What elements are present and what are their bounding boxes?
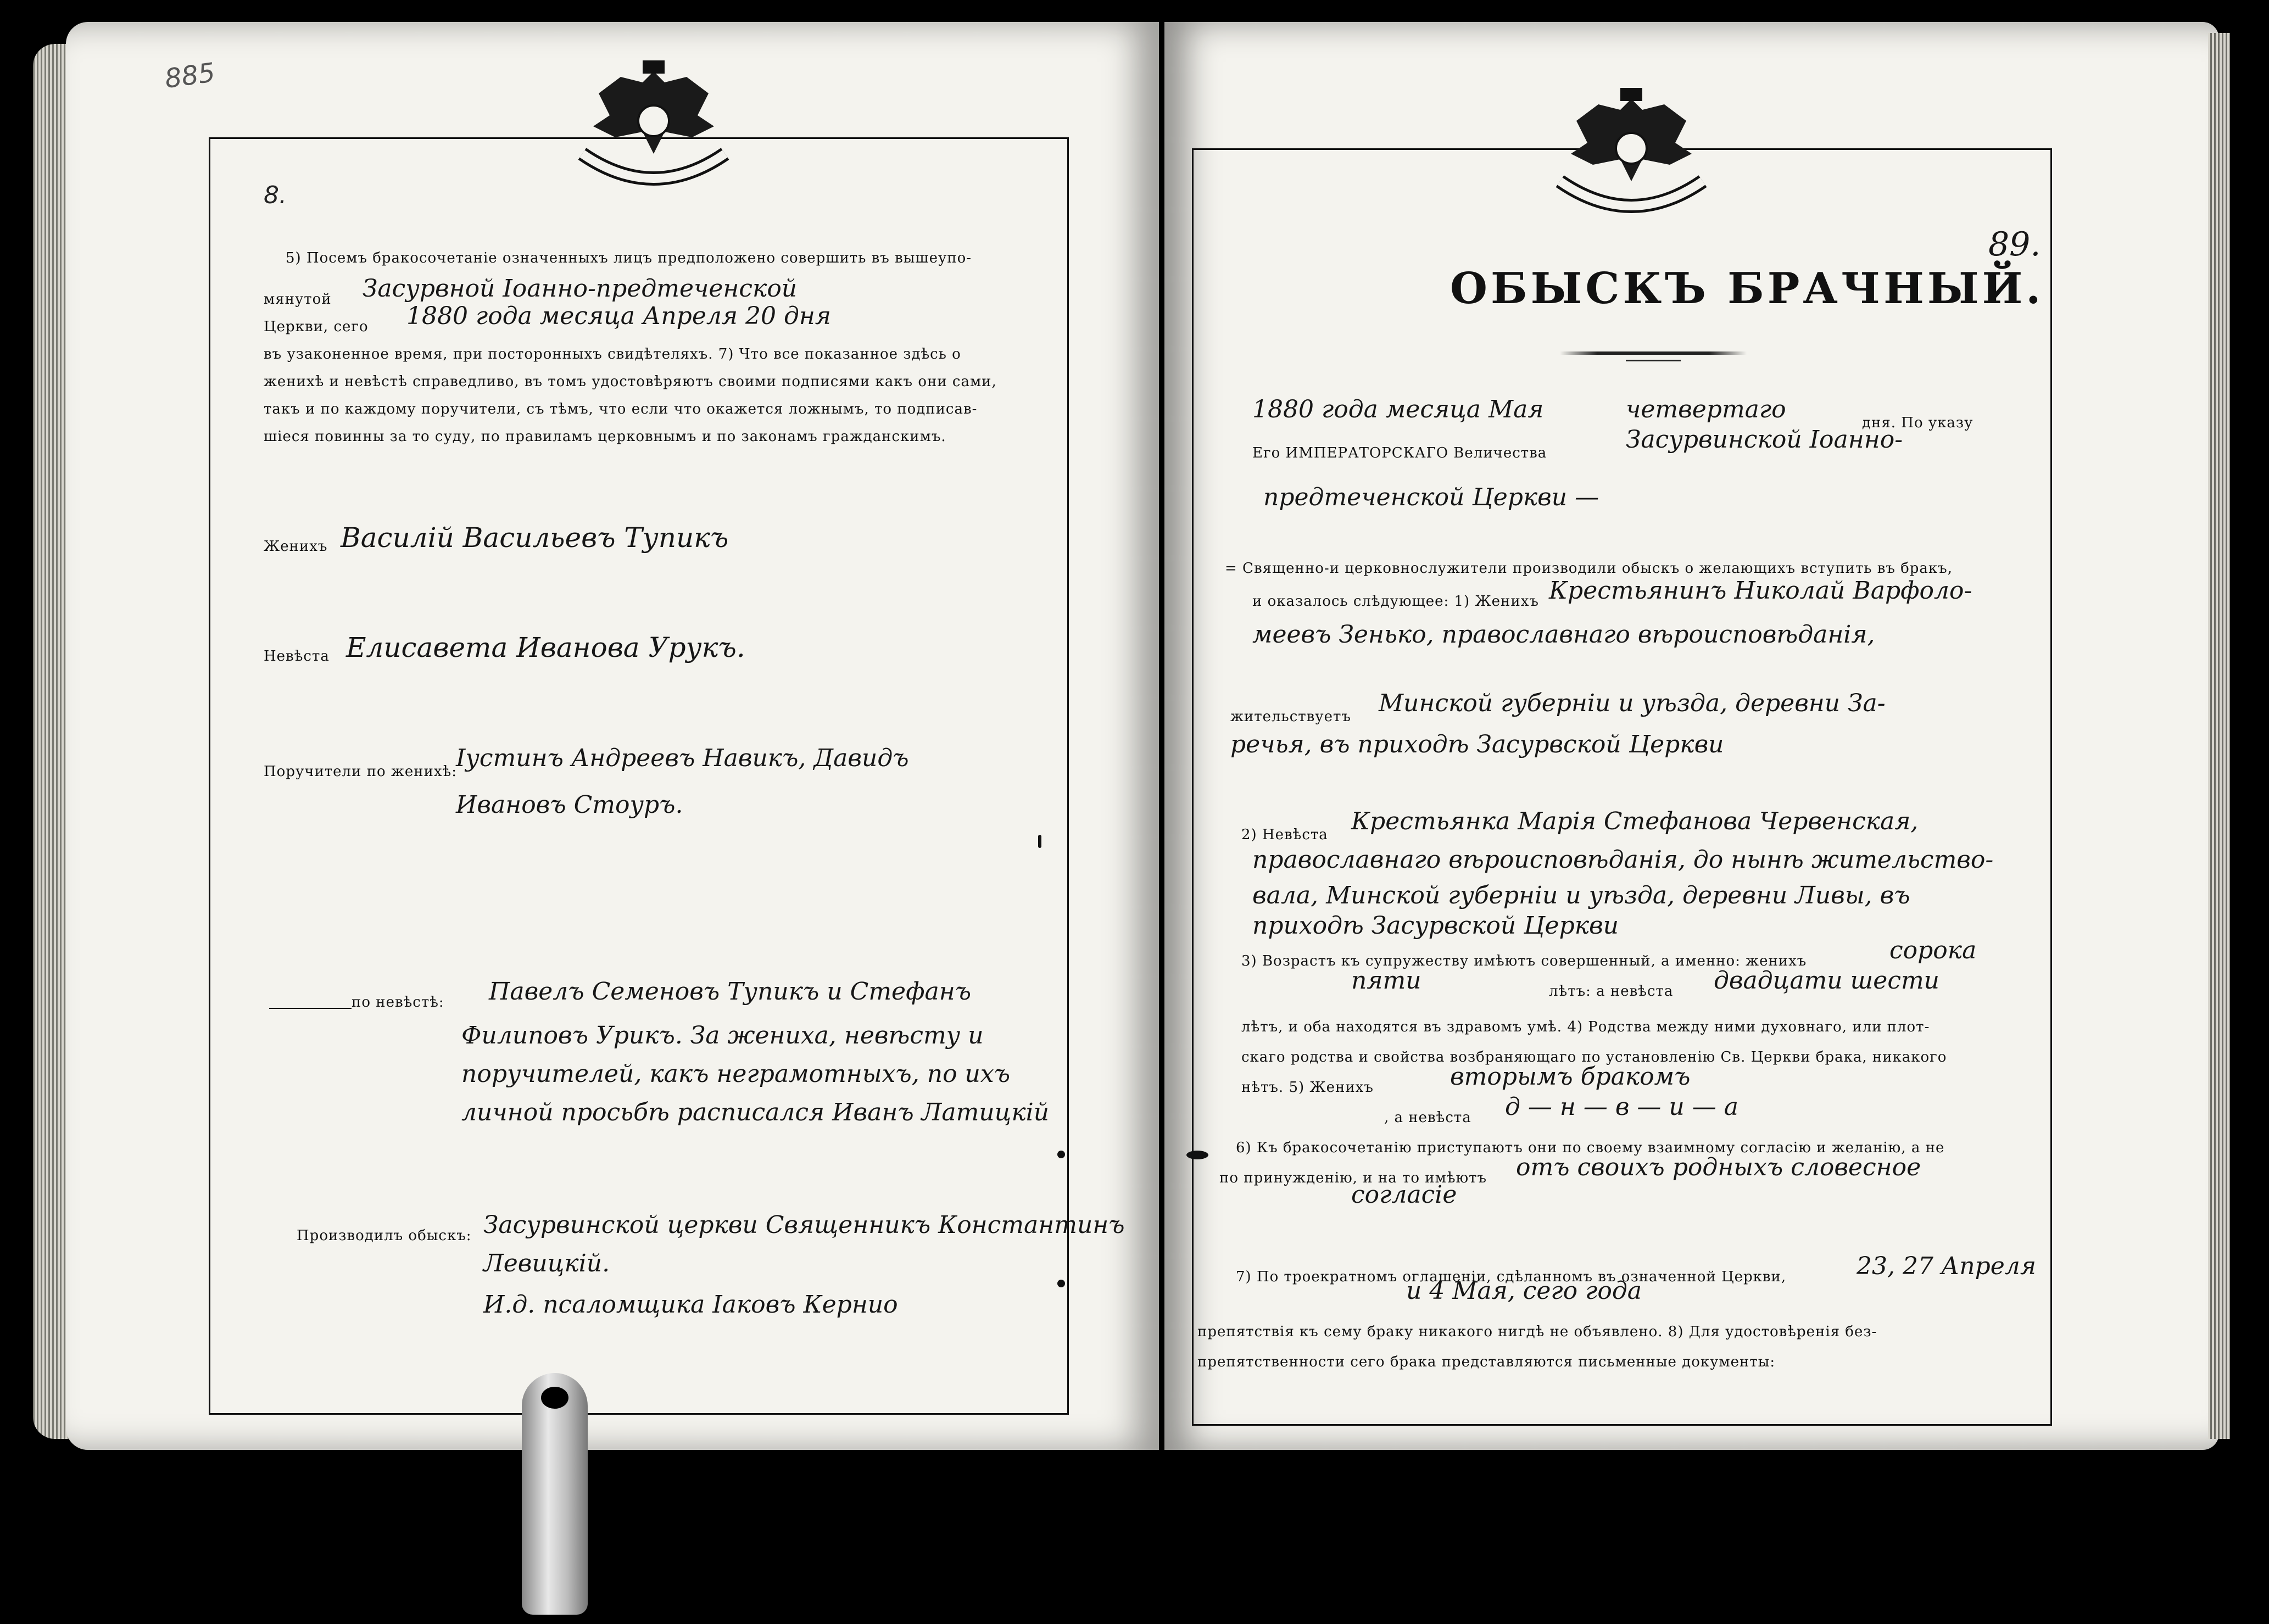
left-line6: такъ и по каждому поручители, съ тѣмъ, что если что окажется ложнымъ, то подписав- — [264, 401, 978, 417]
sureties-bride-handwritten-3: поручителей, какъ неграмотныхъ, по ихъ — [461, 1060, 1011, 1088]
r-age-groom-handwritten-2: пяти — [1351, 967, 1421, 995]
r-banns-dates-handwritten: 23, 27 Апреля — [1857, 1252, 2036, 1280]
r-date-handwritten: 1880 года месяца Мая — [1252, 395, 1544, 423]
r-bride-handwritten-4: приходѣ Засурвской Церкви — [1252, 912, 1619, 940]
r-residence-handwritten-2: речья, въ приходѣ Засурвской Церкви — [1230, 730, 1724, 758]
r-church-handwritten: Засурвинской Іоанно- — [1626, 426, 1903, 454]
left-line4: въ узаконенное время, при посторонныхъ свидѣтеляхъ. 7) Что все показанное здѣсь о — [264, 346, 961, 362]
left-clause5-line3-print: Церкви, сего — [264, 319, 369, 335]
r-marriage-bride-handwritten: д — н — в — и — а — [1505, 1093, 1738, 1121]
r-marriage-bride-label: , а невѣста — [1384, 1109, 1471, 1126]
r-kinship-line1: лѣтъ, и оба находятся въ здравомъ умѣ. 4) Родства между ними духовнаго, или плот- — [1241, 1019, 1930, 1035]
sureties-groom-label: Поручители по женихѣ: — [264, 763, 457, 780]
sewing-hole — [1057, 1280, 1065, 1287]
r-banns-dates-handwritten-2: и 4 Мая, сего года — [1406, 1277, 1642, 1305]
r-age-groom-handwritten: сорока — [1889, 936, 1977, 964]
conducted-by-handwritten-1: Засурвинской церкви Священникъ Константинъ — [483, 1211, 1125, 1239]
r-bride-handwritten-2: православнаго вѣроисповѣданія, до нынѣ жительство- — [1252, 846, 1994, 874]
left-line7: шіеся повинны за то суду, по правиламъ церковнымъ и по законамъ гражданскимъ. — [264, 428, 946, 445]
r-consent-line2-print: по принужденію, и на то имѣютъ — [1219, 1170, 1487, 1186]
ink-mark — [1038, 835, 1041, 848]
r-kinship-line2: скаго родства и свойства возбраняющаго по установленію Св. Церкви брака, никакого — [1241, 1049, 1947, 1065]
left-line5: женихѣ и невѣстѣ справедливо, въ томъ удостовѣряютъ своими подписями какъ они сами, — [264, 373, 997, 390]
conducted-by-handwritten-3: И.д. псаломщика Іаковъ Кернио — [483, 1291, 898, 1319]
sureties-bride-label: по невѣстѣ: — [352, 994, 444, 1011]
r-impediments-line2: препятственности сего брака представляются письменные документы: — [1197, 1354, 1776, 1370]
r-marriage-line-label: нѣтъ. 5) Женихъ — [1241, 1079, 1374, 1096]
sewing-hole — [1186, 1151, 1208, 1159]
r-consent-handwritten-2: согласіе — [1351, 1181, 1457, 1209]
r-church-handwritten-2: предтеченской Церкви — — [1263, 483, 1599, 511]
r-line4: = Священно-и церковнослужители производили обыскъ о желающихъ вступить въ бракъ, — [1225, 560, 1953, 577]
document-title: ОБЫСКЪ БРАЧНЫЙ. — [1450, 264, 2044, 314]
sureties-bride-handwritten-2: Филиповъ Урикъ. За жениха, невѣсту и — [461, 1022, 984, 1050]
r-marriage-groom-handwritten: вторымъ бракомъ — [1450, 1063, 1691, 1091]
sureties-groom-handwritten-2: Ивановъ Стоуръ. — [456, 791, 683, 819]
r-line1-print: дня. По указу — [1862, 415, 1973, 431]
r-age-bride-handwritten: двадцати шести — [1714, 967, 1940, 995]
r-day-handwritten: четвертаго — [1626, 395, 1786, 423]
r-consent-handwritten: отъ своихъ родныхъ словесное — [1516, 1153, 1921, 1181]
r-banns-line1-print: 7) По троекратномъ оглашеніи, сдѣланномъ въ означенной Церкви, — [1236, 1269, 1787, 1285]
r-residence-label: жительствуетъ — [1230, 708, 1351, 725]
corner-mark: 8. — [264, 181, 287, 209]
r-impediments-line1: препятствія къ сему браку никакого нигдѣ не объявлено. 8) Для удостовѣренія без- — [1197, 1324, 1877, 1340]
sewing-hole — [1057, 1151, 1065, 1158]
r-bride-label: 2) Невѣста — [1241, 827, 1328, 843]
r-consent-line1: 6) Къ бракосочетанію приступаютъ они по своему взаимному согласію и желанію, а не — [1236, 1140, 1945, 1156]
left-date-handwritten: 1880 года месяца Апреля 20 дня — [406, 302, 831, 330]
sureties-bride-handwritten-4: личной просьбѣ расписался Иванъ Латицкій — [461, 1098, 1050, 1126]
eagle-crest-icon — [1549, 88, 1714, 214]
r-line5-print: и оказалось слѣдующее: 1) Женихъ — [1252, 593, 1539, 610]
r-residence-handwritten: Минской губерніи и уѣзда, деревни За- — [1379, 689, 1886, 717]
conducted-by-label: Производилъ обыскъ: — [297, 1227, 472, 1244]
conducted-by-handwritten-2: Левицкій. — [483, 1249, 610, 1277]
right-page-edges — [2208, 33, 2230, 1439]
left-clause5-line1: 5) Посемъ бракосочетаніе означенныхъ лицъ предположено совершить въ вышеупо- — [286, 250, 972, 266]
eagle-crest-icon — [571, 60, 736, 187]
left-church-handwritten: Засурвной Іоанно-предтеченской — [363, 275, 798, 303]
r-age-bride-label: лѣтъ: а невѣста — [1549, 983, 1674, 1000]
title-separator-ornament — [1626, 360, 1681, 361]
bride-name-handwritten: Елисавета Иванова Урукъ. — [346, 632, 745, 663]
groom-name-handwritten: Василій Васильевъ Тупикъ — [341, 522, 729, 554]
groom-label: Женихъ — [264, 538, 328, 555]
left-clause5-line2-print: мянутой — [264, 291, 332, 308]
sureties-bride-handwritten-1: Павелъ Семеновъ Тупикъ и Стефанъ — [489, 978, 972, 1006]
r-age-line: 3) Возрастъ къ супружеству имѣютъ совершенный, а именно: женихъ — [1241, 953, 1807, 969]
r-bride-handwritten-3: вала, Минской губерніи и уѣзда, деревни Ливы, въ — [1252, 881, 1910, 909]
title-separator — [1560, 351, 1747, 355]
bride-label: Невѣста — [264, 648, 330, 665]
right-page-frame — [1192, 148, 2052, 1426]
sureties-groom-handwritten-1: Іустинъ Андреевъ Навикъ, Давидъ — [456, 744, 909, 772]
r-bride-handwritten: Крестьянка Марія Стефанова Червенская, — [1351, 807, 1919, 835]
r-line2-print: Его ИМПЕРАТОРСКАГО Величества — [1252, 445, 1547, 461]
r-groom-handwritten-2: меевъ Зенько, православнаго вѣроисповѣданія, — [1252, 621, 1875, 649]
r-groom-handwritten: Крестьянинъ Николай Варфоло- — [1549, 577, 1972, 605]
pencil-page-number: 885 — [163, 57, 218, 95]
right-page-number: 89. — [1988, 225, 2041, 264]
clasp-hole — [541, 1387, 568, 1409]
sureties-bride-dash — [269, 1008, 352, 1009]
book-clasp — [522, 1373, 588, 1615]
